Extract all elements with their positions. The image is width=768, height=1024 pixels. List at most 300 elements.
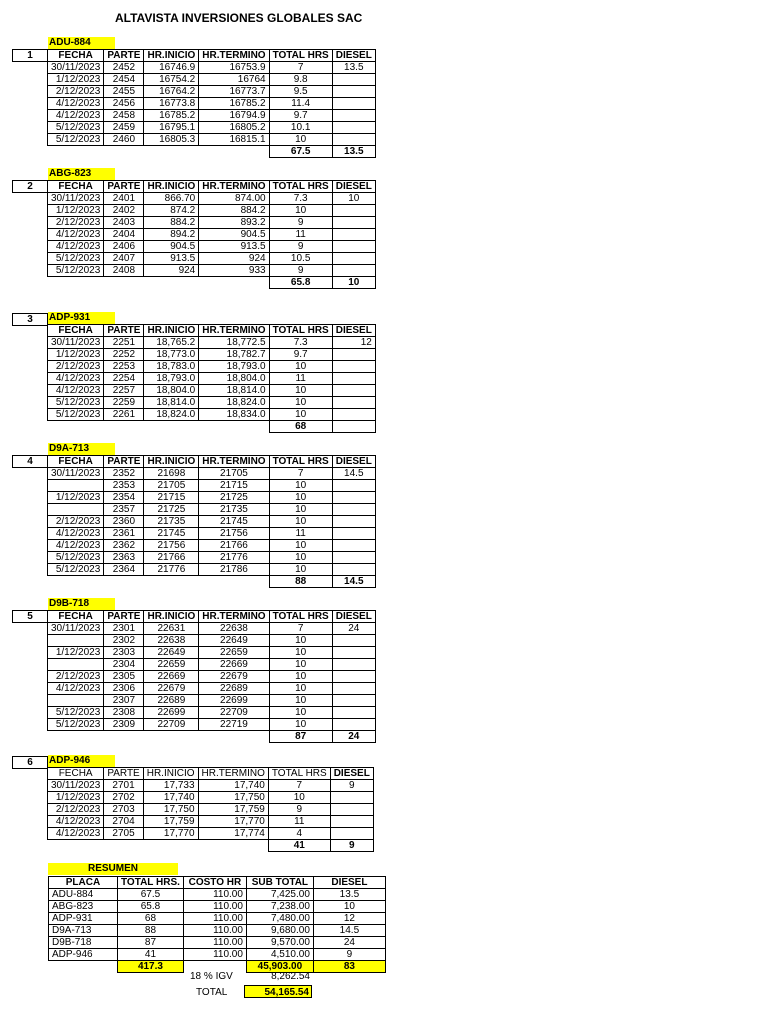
cell-hr-termino: 874.00 — [199, 193, 269, 205]
cell-diesel — [332, 564, 375, 576]
cell-parte: 2305 — [104, 671, 144, 683]
cell-hr-inicio: 21735 — [144, 516, 199, 528]
cell-diesel — [332, 373, 375, 385]
cell-total-hrs: 7.3 — [269, 193, 332, 205]
cell-parte: 2406 — [104, 241, 144, 253]
cell-total-hrs: 10 — [269, 635, 332, 647]
table-row — [48, 540, 376, 552]
cell-diesel — [332, 361, 375, 373]
cell-diesel — [332, 516, 375, 528]
header-fecha: FECHA — [48, 611, 104, 623]
table-row — [48, 683, 376, 695]
cell-hr-inicio: 22709 — [144, 719, 199, 731]
cell-hr-inicio: 874.2 — [144, 205, 199, 217]
cell-hr-inicio: 21766 — [144, 552, 199, 564]
header-hr-termino: HR.TERMINO — [199, 611, 269, 623]
cell-fecha: 1/12/2023 — [48, 74, 104, 86]
header-hr-inicio: HR.INICIO — [144, 456, 199, 468]
cell-diesel — [332, 707, 375, 719]
cell-total-hrs: 10 — [269, 492, 332, 504]
table-row — [48, 623, 376, 635]
cell-total-hrs: 10.5 — [269, 253, 332, 265]
cell-hr-termino: 22679 — [199, 671, 269, 683]
cell-hr-inicio: 22669 — [144, 671, 199, 683]
cell-costo-hr: 110.00 — [183, 913, 246, 925]
cell-diesel — [332, 671, 375, 683]
header-parte: PARTE — [104, 181, 144, 193]
cell-total-hrs: 7 — [269, 62, 332, 74]
cell-sub-total: 9,680.00 — [246, 925, 313, 937]
cell-hr-inicio: 17,740 — [143, 792, 198, 804]
cell-hr-termino: 21725 — [199, 492, 269, 504]
cell-total-hrs: 9.8 — [269, 74, 332, 86]
cell-diesel — [332, 540, 375, 552]
cell-parte: 2301 — [104, 623, 144, 635]
cell-diesel — [332, 397, 375, 409]
header-total-hrs: TOTAL HRS — [269, 325, 332, 337]
header-parte: PARTE — [104, 768, 143, 780]
table-row — [48, 62, 376, 74]
cell-hr-termino: 21786 — [199, 564, 269, 576]
cell-parte: 2304 — [104, 659, 144, 671]
total-diesel: 9 — [330, 840, 373, 852]
cell-total-hrs: 10 — [269, 552, 332, 564]
cell-total-hrs: 9.7 — [269, 349, 332, 361]
table-row — [48, 647, 376, 659]
cell-diesel — [330, 816, 373, 828]
header-row — [48, 50, 376, 62]
header-parte: PARTE — [104, 50, 144, 62]
cell-parte: 2254 — [104, 373, 144, 385]
cell-costo-hr: 110.00 — [183, 937, 246, 949]
header-row — [48, 181, 376, 193]
hours-table — [47, 324, 376, 433]
cell-diesel: 14.5 — [332, 468, 375, 480]
table-row — [48, 504, 376, 516]
cell-fecha: 5/12/2023 — [48, 253, 104, 265]
cell-fecha: 5/12/2023 — [48, 552, 104, 564]
cell-diesel: 13.5 — [332, 62, 375, 74]
cell-parte: 2253 — [104, 361, 144, 373]
cell-hr-inicio: 16795.1 — [144, 122, 199, 134]
cell-hr-inicio: 21705 — [144, 480, 199, 492]
hours-table — [47, 455, 376, 588]
cell-fecha — [48, 695, 104, 707]
cell-parte: 2455 — [104, 86, 144, 98]
grand-total-label: TOTAL — [196, 987, 228, 998]
total-hrs: 65.8 — [269, 277, 332, 289]
cell-parte: 2460 — [104, 134, 144, 146]
cell-fecha: 4/12/2023 — [48, 110, 104, 122]
cell-placa: ADU-884 — [49, 889, 118, 901]
cell-fecha: 5/12/2023 — [48, 134, 104, 146]
grand-total-value: 54,165.54 — [244, 985, 312, 998]
hours-table — [47, 49, 376, 158]
cell-diesel — [332, 98, 375, 110]
cell-total-hrs: 10 — [269, 647, 332, 659]
cell-fecha: 5/12/2023 — [48, 122, 104, 134]
cell-hr-inicio: 18,824.0 — [144, 409, 199, 421]
cell-diesel: 12 — [332, 337, 375, 349]
cell-total-hrs: 9 — [269, 265, 332, 277]
cell-hr-termino: 18,772.5 — [199, 337, 269, 349]
cell-hr-inicio: 22638 — [144, 635, 199, 647]
cell-hr-inicio: 17,759 — [143, 816, 198, 828]
cell-total-hrs: 10 — [269, 707, 332, 719]
cell-fecha — [48, 504, 104, 516]
cell-parte: 2404 — [104, 229, 144, 241]
total-diesel: 24 — [332, 731, 375, 743]
cell-fecha: 4/12/2023 — [48, 241, 104, 253]
cell-hr-termino: 21766 — [199, 540, 269, 552]
cell-fecha: 5/12/2023 — [48, 397, 104, 409]
cell-parte: 2252 — [104, 349, 144, 361]
cell-parte: 2302 — [104, 635, 144, 647]
cell-hr-termino: 21715 — [199, 480, 269, 492]
cell-parte: 2362 — [104, 540, 144, 552]
cell-total-hrs: 10 — [269, 540, 332, 552]
cell-hr-termino: 18,804.0 — [199, 373, 269, 385]
cell-hr-termino: 16785.2 — [199, 98, 269, 110]
cell-hr-termino: 18,782.7 — [199, 349, 269, 361]
block-number: 5 — [12, 610, 48, 623]
cell-fecha: 30/11/2023 — [48, 623, 104, 635]
cell-diesel: 13.5 — [313, 889, 385, 901]
total-hrs: 88 — [269, 576, 332, 588]
cell-hr-inicio: 22631 — [144, 623, 199, 635]
cell-diesel: 9 — [313, 949, 385, 961]
cell-diesel — [332, 122, 375, 134]
table-row — [48, 361, 376, 373]
cell-parte: 2459 — [104, 122, 144, 134]
cell-hr-inicio: 18,814.0 — [144, 397, 199, 409]
cell-fecha: 4/12/2023 — [48, 828, 104, 840]
cell-hr-inicio: 22649 — [144, 647, 199, 659]
cell-parte: 2309 — [104, 719, 144, 731]
cell-parte: 2703 — [104, 804, 143, 816]
cell-hr-inicio: 21756 — [144, 540, 199, 552]
cell-diesel: 10 — [313, 901, 385, 913]
cell-hr-inicio: 18,793.0 — [144, 373, 199, 385]
cell-diesel — [332, 241, 375, 253]
table-row — [48, 480, 376, 492]
cell-parte: 2361 — [104, 528, 144, 540]
cell-hr-inicio: 18,804.0 — [144, 385, 199, 397]
cell-hr-inicio: 18,765.2 — [144, 337, 199, 349]
cell-hr-inicio: 16764.2 — [144, 86, 199, 98]
cell-hr-termino: 21705 — [199, 468, 269, 480]
cell-diesel — [332, 217, 375, 229]
header-placa: PLACA — [49, 877, 118, 889]
header-row — [48, 325, 376, 337]
cell-fecha: 1/12/2023 — [48, 492, 104, 504]
cell-sub-total: 7,425.00 — [246, 889, 313, 901]
table-row — [48, 373, 376, 385]
cell-total-hrs: 10 — [269, 671, 332, 683]
cell-diesel — [332, 349, 375, 361]
cell-hr-inicio: 22699 — [144, 707, 199, 719]
table-row — [48, 205, 376, 217]
cell-fecha: 2/12/2023 — [48, 217, 104, 229]
page-title: ALTAVISTA INVERSIONES GLOBALES SAC — [115, 11, 363, 25]
cell-diesel: 9 — [330, 780, 373, 792]
header-parte: PARTE — [104, 456, 144, 468]
cell-total-hrs: 10 — [269, 361, 332, 373]
header-row — [48, 768, 374, 780]
cell-hr-inicio: 16785.2 — [144, 110, 199, 122]
cell-diesel — [332, 265, 375, 277]
plate-label: ADP-946 — [48, 755, 115, 767]
cell-total-hrs: 11 — [268, 816, 330, 828]
cell-hr-termino: 17,740 — [198, 780, 268, 792]
table-row — [48, 516, 376, 528]
hours-table — [47, 610, 376, 743]
cell-hr-termino: 913.5 — [199, 241, 269, 253]
cell-placa: ADP-946 — [49, 949, 118, 961]
cell-fecha: 5/12/2023 — [48, 265, 104, 277]
cell-total-hrs: 11 — [269, 229, 332, 241]
cell-parte: 2307 — [104, 695, 144, 707]
cell-fecha: 4/12/2023 — [48, 528, 104, 540]
cell-hr-termino: 22659 — [199, 647, 269, 659]
cell-hr-inicio: 894.2 — [144, 229, 199, 241]
resumen-table — [48, 876, 386, 973]
total-row — [48, 146, 376, 158]
total-diesel — [332, 421, 375, 433]
resumen-title: RESUMEN — [48, 863, 178, 875]
cell-total-hrs: 10 — [269, 683, 332, 695]
cell-total-hrs: 10 — [269, 719, 332, 731]
header-total-hrs: TOTAL HRS — [269, 50, 332, 62]
cell-parte: 2251 — [104, 337, 144, 349]
cell-diesel: 24 — [313, 937, 385, 949]
cell-diesel — [332, 647, 375, 659]
cell-total-hrs: 9 — [269, 241, 332, 253]
table-row — [48, 253, 376, 265]
header-hr-inicio: HR.INICIO — [144, 181, 199, 193]
header-hr-inicio: HR.INICIO — [143, 768, 198, 780]
cell-diesel — [330, 792, 373, 804]
cell-hr-termino: 17,770 — [198, 816, 268, 828]
table-row — [48, 229, 376, 241]
cell-diesel — [332, 110, 375, 122]
cell-diesel — [332, 229, 375, 241]
header-costo-hr: COSTO HR — [183, 877, 246, 889]
cell-fecha: 1/12/2023 — [48, 205, 104, 217]
cell-total-hrs: 9 — [269, 217, 332, 229]
cell-hr-inicio: 924 — [144, 265, 199, 277]
table-row — [48, 74, 376, 86]
cell-parte: 2352 — [104, 468, 144, 480]
cell-fecha: 1/12/2023 — [48, 792, 104, 804]
cell-hr-termino: 884.2 — [199, 205, 269, 217]
cell-hr-termino: 22719 — [199, 719, 269, 731]
cell-hr-inicio: 17,750 — [143, 804, 198, 816]
header-fecha: FECHA — [48, 181, 104, 193]
cell-total-hrs: 10 — [269, 397, 332, 409]
cell-diesel — [332, 659, 375, 671]
cell-fecha — [48, 480, 104, 492]
cell-hr-termino: 18,824.0 — [199, 397, 269, 409]
table-row — [48, 695, 376, 707]
table-row — [48, 719, 376, 731]
cell-total-hrs: 10 — [269, 134, 332, 146]
grand-total-row — [178, 985, 318, 999]
table-row — [48, 134, 376, 146]
header-hr-termino: HR.TERMINO — [198, 768, 268, 780]
table-row — [48, 552, 376, 564]
cell-hr-inicio: 17,770 — [143, 828, 198, 840]
table-row — [48, 671, 376, 683]
resumen-total-diesel: 83 — [313, 961, 385, 973]
cell-fecha: 30/11/2023 — [48, 193, 104, 205]
cell-hr-termino: 17,750 — [198, 792, 268, 804]
total-row — [48, 840, 374, 852]
cell-total-hrs: 87 — [118, 937, 184, 949]
table-row — [48, 241, 376, 253]
table-row — [49, 925, 386, 937]
cell-parte: 2259 — [104, 397, 144, 409]
cell-hr-termino: 21745 — [199, 516, 269, 528]
cell-diesel — [332, 528, 375, 540]
igv-label: 18 % IGV — [190, 971, 233, 982]
cell-placa: D9B-718 — [49, 937, 118, 949]
cell-parte: 2306 — [104, 683, 144, 695]
cell-parte: 2261 — [104, 409, 144, 421]
cell-parte: 2257 — [104, 385, 144, 397]
table-row — [48, 492, 376, 504]
plate-label: D9B-718 — [48, 598, 115, 610]
cell-hr-termino: 893.2 — [199, 217, 269, 229]
hours-table — [47, 180, 376, 289]
cell-parte: 2357 — [104, 504, 144, 516]
cell-total-hrs: 10 — [269, 695, 332, 707]
cell-hr-inicio: 18,773.0 — [144, 349, 199, 361]
header-diesel: DIESEL — [332, 611, 375, 623]
cell-diesel — [332, 74, 375, 86]
cell-total-hrs: 10 — [268, 792, 330, 804]
cell-fecha: 4/12/2023 — [48, 683, 104, 695]
cell-hr-inicio: 866.70 — [144, 193, 199, 205]
table-row — [48, 349, 376, 361]
table-row — [48, 122, 376, 134]
cell-total-hrs: 88 — [118, 925, 184, 937]
cell-hr-inicio: 16773.8 — [144, 98, 199, 110]
table-row — [49, 889, 386, 901]
cell-fecha: 2/12/2023 — [48, 804, 104, 816]
cell-diesel — [332, 683, 375, 695]
cell-parte: 2454 — [104, 74, 144, 86]
cell-total-hrs: 4 — [268, 828, 330, 840]
total-hrs: 67.5 — [269, 146, 332, 158]
table-row — [48, 564, 376, 576]
table-row — [48, 193, 376, 205]
cell-total-hrs: 41 — [118, 949, 184, 961]
cell-hr-inicio: 21776 — [144, 564, 199, 576]
cell-fecha: 30/11/2023 — [48, 62, 104, 74]
cell-hr-termino: 933 — [199, 265, 269, 277]
table-row — [48, 804, 374, 816]
cell-hr-inicio: 21698 — [144, 468, 199, 480]
cell-fecha: 2/12/2023 — [48, 86, 104, 98]
total-diesel: 14.5 — [332, 576, 375, 588]
total-hrs: 87 — [269, 731, 332, 743]
cell-parte: 2456 — [104, 98, 144, 110]
cell-hr-termino: 22669 — [199, 659, 269, 671]
cell-diesel — [330, 828, 373, 840]
cell-fecha: 4/12/2023 — [48, 385, 104, 397]
cell-total-hrs: 10 — [269, 480, 332, 492]
cell-fecha: 30/11/2023 — [48, 337, 104, 349]
table-row — [48, 707, 376, 719]
plate-label: D9A-713 — [48, 443, 115, 455]
header-diesel: DIESEL — [330, 768, 373, 780]
cell-parte: 2363 — [104, 552, 144, 564]
cell-total-hrs: 7 — [269, 468, 332, 480]
cell-parte: 2402 — [104, 205, 144, 217]
cell-total-hrs: 10 — [269, 504, 332, 516]
cell-parte: 2303 — [104, 647, 144, 659]
cell-hr-inicio: 17,733 — [143, 780, 198, 792]
block-number: 3 — [12, 313, 48, 326]
header-fecha: FECHA — [48, 768, 104, 780]
cell-parte: 2354 — [104, 492, 144, 504]
cell-hr-termino: 16805.2 — [199, 122, 269, 134]
total-row — [48, 421, 376, 433]
cell-hr-inicio: 22659 — [144, 659, 199, 671]
header-diesel: DIESEL — [332, 325, 375, 337]
cell-placa: D9A-713 — [49, 925, 118, 937]
cell-hr-termino: 17,774 — [198, 828, 268, 840]
cell-sub-total: 7,238.00 — [246, 901, 313, 913]
cell-hr-termino: 18,814.0 — [199, 385, 269, 397]
cell-total-hrs: 7.3 — [269, 337, 332, 349]
header-fecha: FECHA — [48, 50, 104, 62]
cell-total-hrs: 11 — [269, 373, 332, 385]
header-hr-termino: HR.TERMINO — [199, 456, 269, 468]
table-row — [48, 468, 376, 480]
cell-parte: 2364 — [104, 564, 144, 576]
cell-costo-hr: 110.00 — [183, 925, 246, 937]
cell-total-hrs: 67.5 — [118, 889, 184, 901]
cell-hr-termino: 16815.1 — [199, 134, 269, 146]
cell-total-hrs: 68 — [118, 913, 184, 925]
cell-diesel — [332, 480, 375, 492]
resumen-header-row — [49, 877, 386, 889]
cell-diesel — [332, 409, 375, 421]
cell-hr-inicio: 16805.3 — [144, 134, 199, 146]
table-row — [48, 385, 376, 397]
cell-total-hrs: 11 — [269, 528, 332, 540]
cell-diesel: 24 — [332, 623, 375, 635]
cell-total-hrs: 11.4 — [269, 98, 332, 110]
cell-hr-termino: 22638 — [199, 623, 269, 635]
table-row — [48, 659, 376, 671]
cell-parte: 2704 — [104, 816, 143, 828]
resumen-total-hrs: 417.3 — [118, 961, 184, 973]
cell-fecha: 2/12/2023 — [48, 671, 104, 683]
cell-fecha: 1/12/2023 — [48, 647, 104, 659]
table-row — [48, 528, 376, 540]
cell-costo-hr: 110.00 — [183, 889, 246, 901]
cell-diesel — [332, 504, 375, 516]
cell-total-hrs: 65.8 — [118, 901, 184, 913]
header-row — [48, 611, 376, 623]
header-total-hrs: TOTAL HRS — [269, 456, 332, 468]
cell-parte: 2702 — [104, 792, 143, 804]
header-diesel: DIESEL — [332, 50, 375, 62]
header-hr-inicio: HR.INICIO — [144, 325, 199, 337]
